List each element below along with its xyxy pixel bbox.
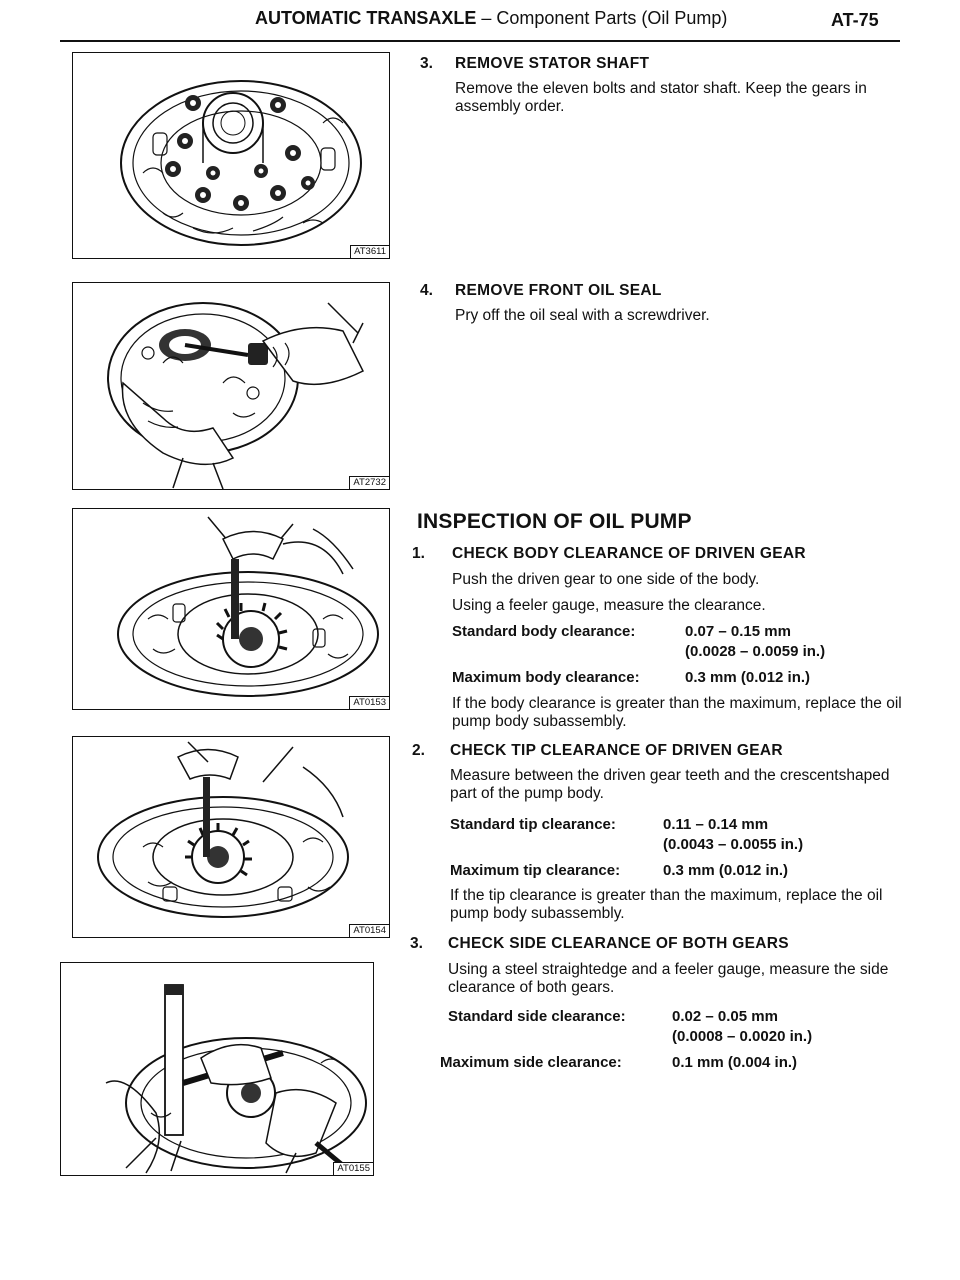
- step-heading-remove-stator-shaft: REMOVE STATOR SHAFT: [455, 55, 650, 72]
- standard-body-clearance-mm: 0.07 – 0.15 mm: [685, 623, 791, 640]
- header-title-rest: – Component Parts (Oil Pump): [476, 8, 728, 28]
- tip-clearance-note: If the tip clearance is greater than the maximum, replace the oil pump body subassembly.: [450, 887, 883, 922]
- page-header-title: [255, 8, 727, 29]
- step-number: 3.: [420, 55, 433, 72]
- standard-body-clearance-in: (0.0028 – 0.0059 in.): [685, 643, 826, 660]
- oil-pump-illustration-5: [61, 963, 373, 1175]
- standard-tip-clearance-in: (0.0043 – 0.0055 in.): [663, 836, 804, 853]
- standard-tip-clearance-label: Standard tip clearance:: [450, 816, 616, 833]
- maximum-side-clearance-value: 0.1 mm (0.004 in.): [672, 1054, 798, 1071]
- side-clearance-instruction: Using a steel straightedge and a feeler gauge, measure the side clearance of both gears.: [448, 961, 889, 996]
- maximum-tip-clearance-value: 0.3 mm (0.012 in.): [663, 862, 789, 879]
- standard-side-clearance-in: (0.0008 – 0.0020 in.): [672, 1028, 813, 1045]
- figure-stator-shaft-bolts: [72, 52, 390, 259]
- standard-tip-clearance-mm: 0.11 – 0.14 mm: [663, 816, 769, 833]
- figure-side-clearance: [60, 962, 374, 1176]
- figure-code: AT0153: [349, 696, 389, 709]
- step-number: 1.: [412, 545, 425, 562]
- figure-body-clearance: [72, 508, 390, 710]
- step-number: 4.: [420, 282, 433, 299]
- header-title-bold: AUTOMATIC TRANSAXLE: [255, 8, 477, 28]
- figure-code: AT3611: [350, 245, 389, 258]
- figure-code: AT0154: [349, 924, 389, 937]
- step-body-remove-stator-shaft: Remove the eleven bolts and stator shaft. Keep the gears in assembly order.: [455, 80, 867, 115]
- figure-code: AT2732: [349, 476, 389, 489]
- figure-tip-clearance: [72, 736, 390, 938]
- oil-pump-illustration-4: [73, 737, 389, 937]
- maximum-body-clearance-label: Maximum body clearance:: [452, 669, 640, 686]
- standard-side-clearance-mm: 0.02 – 0.05 mm: [672, 1008, 778, 1025]
- oil-pump-illustration-2: [73, 283, 389, 489]
- step-heading-body-clearance: CHECK BODY CLEARANCE OF DRIVEN GEAR: [452, 545, 806, 562]
- figure-pry-oil-seal: [72, 282, 390, 490]
- page-number: AT-75: [831, 10, 879, 30]
- section-title-inspection: INSPECTION OF OIL PUMP: [417, 510, 692, 533]
- standard-side-clearance-label: Standard side clearance:: [448, 1008, 626, 1025]
- oil-pump-illustration-1: [73, 53, 389, 258]
- step-number: 3.: [410, 935, 423, 952]
- body-clearance-note: If the body clearance is greater than the maximum, replace the oil pump body subassembly.: [452, 695, 902, 730]
- step-number: 2.: [412, 742, 425, 759]
- maximum-body-clearance-value: 0.3 mm (0.012 in.): [685, 669, 811, 686]
- body-clearance-instruction-1: Push the driven gear to one side of the body.: [452, 571, 760, 588]
- step-heading-tip-clearance: CHECK TIP CLEARANCE OF DRIVEN GEAR: [450, 742, 783, 759]
- step-heading-remove-front-oil-seal: REMOVE FRONT OIL SEAL: [455, 282, 662, 299]
- header-rule: [60, 40, 900, 42]
- standard-body-clearance-label: Standard body clearance:: [452, 623, 636, 640]
- tip-clearance-instruction: Measure between the driven gear teeth and the crescentshaped part of the pump body.: [450, 767, 890, 802]
- step-heading-side-clearance: CHECK SIDE CLEARANCE OF BOTH GEARS: [448, 935, 789, 952]
- oil-pump-illustration-3: [73, 509, 389, 709]
- figure-code: AT0155: [333, 1162, 373, 1175]
- maximum-side-clearance-label: Maximum side clearance:: [440, 1054, 622, 1071]
- maximum-tip-clearance-label: Maximum tip clearance:: [450, 862, 621, 879]
- step-body-remove-front-oil-seal: Pry off the oil seal with a screwdriver.: [455, 307, 710, 324]
- body-clearance-instruction-2: Using a feeler gauge, measure the clearance.: [452, 597, 766, 614]
